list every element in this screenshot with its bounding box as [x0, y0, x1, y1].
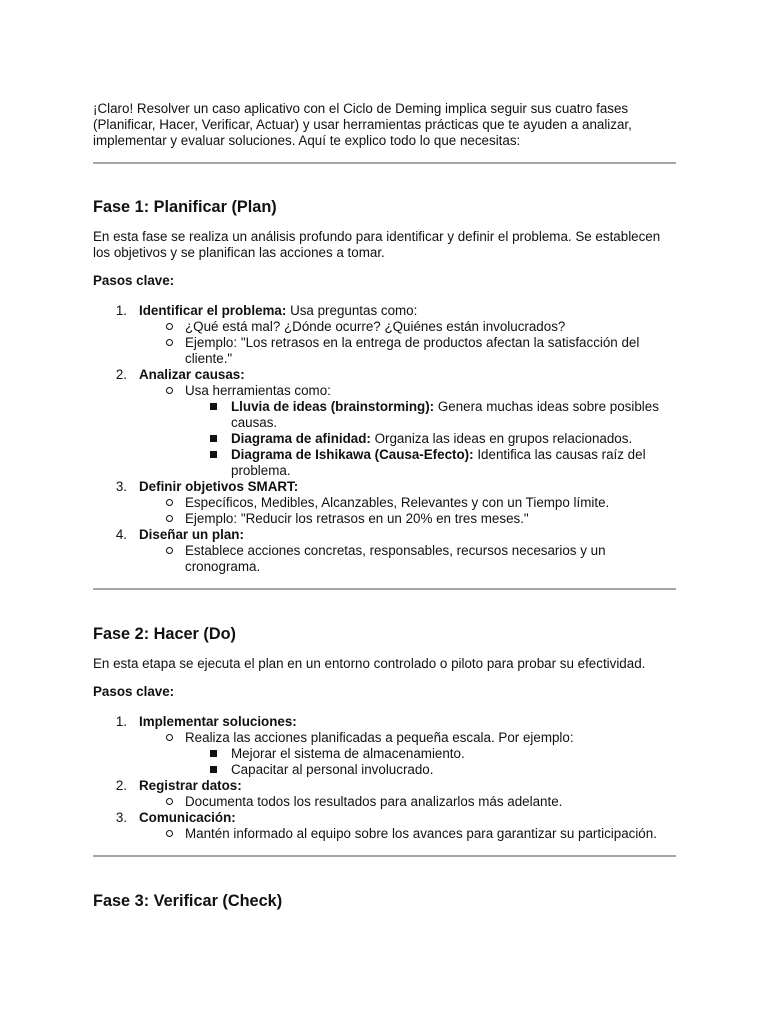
tool-item — [231, 431, 676, 447]
sub-item-text: Establece acciones concretas, responsables, recursos necesarios y un cronograma. — [185, 543, 606, 574]
sub-list — [139, 730, 676, 778]
phase-3-heading: Fase 3: Verificar (Check) — [93, 892, 283, 910]
phase-2-description: En esta etapa se ejecuta el plan en un entorno controlado o piloto para probar su efectividad. — [93, 656, 646, 671]
square-bullet-icon — [210, 766, 217, 773]
phase-1-heading: Fase 1: Planificar (Plan) — [93, 198, 277, 216]
tool-name: Diagrama de Ishikawa (Causa-Efecto): — [231, 447, 474, 462]
example-text: Capacitar al personal involucrado. — [231, 762, 434, 777]
square-bullet-icon — [210, 750, 217, 757]
square-bullet-icon — [210, 451, 217, 458]
sub-item-text: Específicos, Medibles, Alcanzables, Relevantes y con un Tiempo límite. — [185, 495, 610, 510]
phase-2-pasos-label: Pasos clave: — [93, 684, 175, 699]
step-title: Definir objetivos SMART: — [139, 479, 299, 494]
step-title: Comunicación: — [139, 810, 236, 825]
phase-2-heading: Fase 2: Hacer (Do) — [93, 625, 236, 643]
phase-1-section — [93, 197, 676, 575]
step-text: Usa preguntas como: — [286, 303, 418, 318]
tool-name: Diagrama de afinidad: — [231, 431, 371, 446]
phase-1-description: En esta fase se realiza un análisis profundo para identificar y definir el problema. Se establecen los objetivos y se planifican las acciones a tomar. — [93, 229, 661, 260]
step-item — [93, 527, 676, 575]
example-item — [231, 746, 676, 762]
circle-bullet-icon — [166, 387, 173, 394]
circle-bullet-icon — [166, 734, 173, 741]
sub-item-text: Mantén informado al equipo sobre los avances para garantizar su participación. — [185, 826, 657, 841]
step-number: 3. — [115, 479, 127, 494]
tools-list — [185, 399, 676, 479]
tool-item — [231, 399, 676, 431]
sub-list — [139, 495, 676, 527]
step-title: Analizar causas: — [139, 367, 245, 382]
step-number: 1. — [115, 714, 127, 729]
circle-bullet-icon — [166, 547, 173, 554]
circle-bullet-icon — [166, 499, 173, 506]
tool-desc: Genera muchas ideas sobre posibles causas. — [231, 399, 659, 430]
sub-item — [185, 383, 676, 479]
phase-1-pasos-label: Pasos clave: — [93, 273, 175, 288]
examples-list — [185, 746, 676, 778]
step-item — [93, 479, 676, 527]
circle-bullet-icon — [166, 323, 173, 330]
step-item — [93, 303, 676, 367]
sub-item-text: Usa herramientas como: — [185, 383, 331, 398]
step-number: 3. — [115, 810, 127, 825]
sub-item-text: Ejemplo: "Los retrasos en la entrega de productos afectan la satisfacción del cliente." — [185, 335, 640, 366]
sub-item — [185, 730, 676, 778]
step-number: 1. — [115, 303, 127, 318]
square-bullet-icon — [210, 403, 217, 410]
divider — [93, 588, 676, 590]
sub-item-text: Realiza las acciones planificadas a pequeña escala. Por ejemplo: — [185, 730, 574, 745]
sub-list — [139, 826, 676, 842]
intro-paragraph: ¡Claro! Resolver un caso aplicativo con el Ciclo de Deming implica seguir sus cuatro fases (Planificar, Hacer, Verificar, Actuar) y usar herramientas prácticas que te ayuden a analizar, implementar y evaluar soluciones. Aquí te explico todo lo que necesitas: — [93, 101, 632, 148]
circle-bullet-icon — [166, 798, 173, 805]
sub-list — [139, 383, 676, 479]
sub-item-text: Documenta todos los resultados para analizarlos más adelante. — [185, 794, 563, 809]
tool-desc: Identifica las causas raíz del problema. — [231, 447, 646, 478]
step-title: Implementar soluciones: — [139, 714, 297, 729]
sub-item — [185, 319, 676, 335]
phase-3-section — [93, 891, 676, 911]
sub-item-text: ¿Qué está mal? ¿Dónde ocurre? ¿Quiénes están involucrados? — [185, 319, 566, 334]
sub-item — [185, 335, 676, 367]
sub-item-text: Ejemplo: "Reducir los retrasos en un 20% en tres meses." — [185, 511, 529, 526]
tool-desc: Organiza las ideas en grupos relacionados. — [370, 431, 633, 446]
example-item — [231, 762, 676, 778]
circle-bullet-icon — [166, 515, 173, 522]
sub-item — [185, 794, 676, 810]
sub-list — [139, 319, 676, 367]
document-content — [93, 101, 676, 911]
sub-list — [139, 543, 676, 575]
sub-item — [185, 543, 676, 575]
step-title: Identificar el problema: — [139, 303, 287, 318]
square-bullet-icon — [210, 435, 217, 442]
tool-name: Lluvia de ideas (brainstorming): — [231, 399, 435, 414]
step-number: 2. — [115, 367, 127, 382]
step-item — [93, 810, 676, 842]
sub-item — [185, 826, 676, 842]
circle-bullet-icon — [166, 339, 173, 346]
divider — [93, 855, 676, 857]
step-item — [93, 714, 676, 778]
sub-item — [185, 511, 676, 527]
circle-bullet-icon — [166, 830, 173, 837]
step-title: Registrar datos: — [139, 778, 242, 793]
sub-item — [185, 495, 676, 511]
phase-2-section — [93, 624, 676, 842]
step-item — [93, 367, 676, 479]
phase-1-steps — [93, 303, 676, 575]
step-number: 2. — [115, 778, 127, 793]
step-title: Diseñar un plan: — [139, 527, 244, 542]
tool-item — [231, 447, 676, 479]
example-text: Mejorar el sistema de almacenamiento. — [231, 746, 465, 761]
sub-list — [139, 794, 676, 810]
divider — [93, 162, 676, 164]
step-item — [93, 778, 676, 810]
step-number: 4. — [115, 527, 127, 542]
phase-2-steps — [93, 714, 676, 842]
